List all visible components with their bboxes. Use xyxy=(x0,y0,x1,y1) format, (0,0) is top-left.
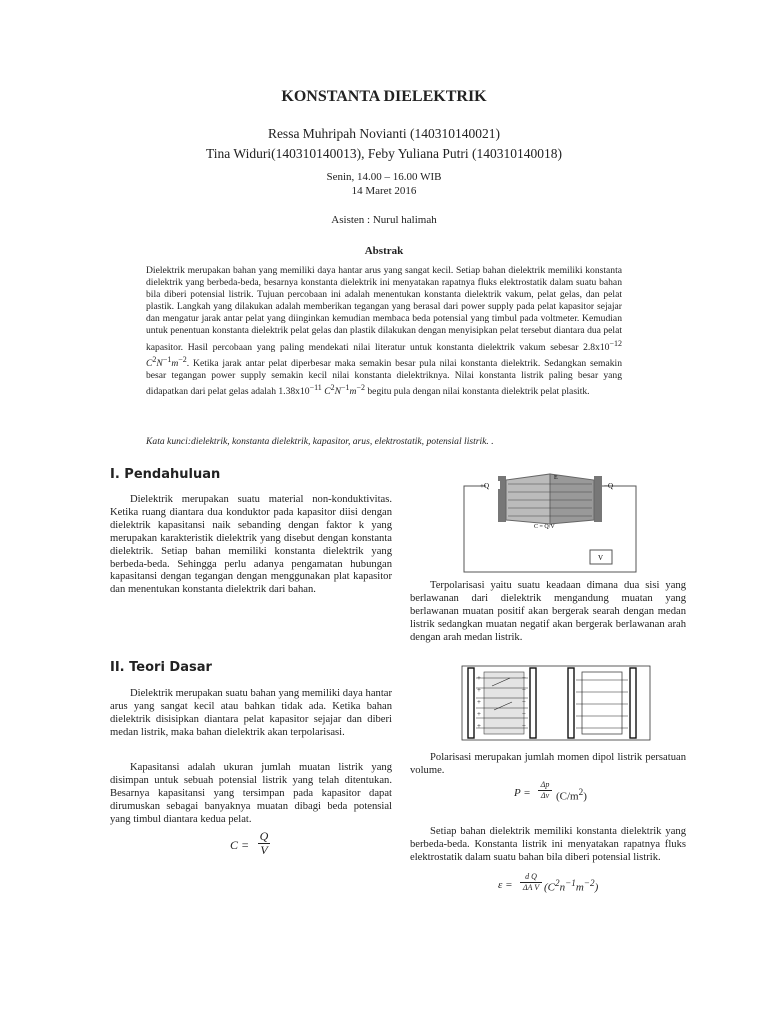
right-plate xyxy=(594,476,602,522)
capacitance-formula xyxy=(110,830,392,860)
formula-p-lhs: P = xyxy=(514,787,531,799)
abstract-body xyxy=(146,265,622,399)
abstract-part-3: begitu pula dengan nilai konstanta dielektrik pelat plasitk. xyxy=(364,386,590,398)
abstract-unit-m-exp-2: −2 xyxy=(356,383,365,393)
formula-p-fraction xyxy=(538,780,552,801)
date-text: 14 Maret 2016 xyxy=(351,185,417,197)
authors-line-2: Tina Widuri(140310140013), Feby Yuliana Putri (140310140018) xyxy=(206,146,562,161)
abstract-unit-n-2: N xyxy=(334,386,342,398)
formula-c-fraction xyxy=(258,830,270,857)
svg-text:+: + xyxy=(477,698,481,706)
formula-c-lhs: C = xyxy=(230,838,250,852)
dielectric-block-a xyxy=(484,672,524,734)
svg-text:+: + xyxy=(477,710,481,718)
abstract-exponent-2: −11 xyxy=(309,383,322,393)
abstract-exponent-1: −12 xyxy=(609,338,622,348)
intro-paragraph: Dielektrik merupakan suatu material non-konduktivitas. Ketika ruang diantara dua konduktor pada kapasitor diisi dengan dielektrik kapasitansi naik sebanding dengan faktor k yang merupakan karakteristik dielektrik yang disebut dengan konstanta dielektrik. Setiap bahan memiliki konstanta dielektrik yang berbeda-beda. Sehingga perlu adanya pengamatan hubungan kapasitansi dengan tegangan dengan menggunakan plat kapasitor dan menentukan konstanta dielektrik dari bahan. xyxy=(110,494,392,596)
formula-c-numerator: Q xyxy=(259,829,269,843)
session-info xyxy=(0,170,768,198)
abstract-unit-c-2: C xyxy=(321,386,331,398)
plate-c xyxy=(568,668,574,738)
svg-text:+: + xyxy=(477,686,481,694)
formula-p-unit: $(C/m^2)$ xyxy=(556,787,587,803)
svg-text:+: + xyxy=(477,674,481,682)
paper-title: KONSTANTA DIELEKTRIK xyxy=(281,88,487,105)
plate-b xyxy=(530,668,536,738)
abstract-heading: Abstrak xyxy=(364,245,404,257)
abstract-unit-n-exp: −1 xyxy=(162,354,172,364)
polarization-paragraph: Terpolarisasi yaitu suatu keadaan dimana dua sisi yang berlawanan dari dielektrik mengandung muatan yang berlawanan muatan positif akan bergerak searah dengan medan listrik sedangkan muatan negatif akan bergerak berlawanan arah dengan arah medan listrik. xyxy=(410,580,686,643)
capacitor-circuit-figure xyxy=(462,470,638,574)
polarization-definition: Polarisasi merupakan jumlah momen dipol listrik persatuan volume. xyxy=(410,752,686,776)
svg-text:−: − xyxy=(522,710,526,718)
abstract-part-1: Dielektrik merupakan bahan yang memiliki daya hantar arus yang sangat kecil. Setiap bahan dielektrik memiliki konstanta dielektrik yang berbeda-beda, besarnya konstanta dielektrik ini menyatakan rapatnya fluks elektrostatik dalam suatu bahan bila diberi potensial listrik. Tujuan percobaan ini adalah menentukan konstanta dielektrik vakum, pelat gelas, dan pelat plastik. Langkah yang dilakukan adalah memberikan tegangan yang berasal dari power supply pada pelat kapasitor sejajar dan mengatur jarak antar pelat yang diinginkan kemudian membaca beda potensial yang timbul pada voltmeter. Kemudian untuk penentuan konstanta dielektrik pelat gelas dan plastik dilakukan dengan menyisipkan pelat tersebut diantara dua pelat kapasitor. Hasil percobaan yang paling mendekati nilai literatur untuk konstanta dielektrik vakum sebesar 2.8x10 xyxy=(146,265,622,353)
svg-text:+: + xyxy=(477,722,481,730)
abstract-unit-m: m xyxy=(171,358,179,370)
permittivity-paragraph: Setiap bahan dielektrik memiliki konstanta dielektrik yang berbeda-beda. Konstanta listrik ini menyatakan rapatnya fluks elektrostatik dalam suatu bahan bila diberi potensial listrik. xyxy=(410,826,686,863)
abstract-unit-c: C xyxy=(146,358,153,370)
formula-e-numerator: d Q xyxy=(525,872,537,881)
svg-text:−: − xyxy=(522,686,526,694)
author-list xyxy=(0,124,768,164)
polarization-figure xyxy=(460,664,652,742)
formula-p-numerator: Δp xyxy=(540,780,550,789)
label-v: V xyxy=(598,554,604,562)
theory-paragraph-1: Dielektrik merupakan suatu bahan yang memiliki daya hantar arus yang sangat kecil atau bahkan tidak ada. Ketika bahan dielektrik disisipkan diantara pelat kapasitor sejajar dan diberi medan listrik, maka bahan dielektrik akan terpolarisasi. xyxy=(110,688,392,738)
formula-e-unit: $(C^2n^{-1}m^{-2})$ xyxy=(544,878,599,894)
dielectric-slab-right xyxy=(550,474,594,524)
plate-d xyxy=(630,668,636,738)
abstract-unit-m-exp: −2 xyxy=(178,354,187,364)
formula-p-denominator: Δv xyxy=(538,790,552,801)
dielectric-block-b xyxy=(582,672,622,734)
abstract-unit-c-exp-2: 2 xyxy=(330,383,335,393)
svg-text:−: − xyxy=(522,698,526,706)
label-e: E xyxy=(554,475,558,481)
formula-e-lhs: ε = xyxy=(498,879,513,891)
label-c: C = Q/V xyxy=(534,524,555,530)
schedule-text: Senin, 14.00 – 16.00 WIB xyxy=(326,171,442,183)
permittivity-formula xyxy=(410,872,686,898)
polarization-formula xyxy=(410,780,686,808)
svg-text:−: − xyxy=(522,674,526,682)
plate-a xyxy=(468,668,474,738)
formula-c-denominator: V xyxy=(258,843,270,857)
abstract-part-2: . Ketika jarak antar pelat diperbesar maka semakin besar pula nilai konstanta dielektrik. Sedangkan semakin besar tegangan power supply semakin kecil nilai konstanta dielektriknya. Nilai konstanta listrik paling besar yang didapatkan dari pelat gelas adalah 1.38x10 xyxy=(146,358,622,398)
abstract-unit-n: N xyxy=(156,358,163,370)
theory-heading: II. Teori Dasar xyxy=(110,660,212,675)
formula-e-denominator: ΔA V xyxy=(520,882,542,893)
abstract-unit-c-exp: 2 xyxy=(152,354,157,364)
label-plus-q: +Q xyxy=(480,482,490,490)
intro-heading: I. Pendahuluan xyxy=(110,467,221,482)
dielectric-slab-left xyxy=(506,474,550,524)
svg-text:−: − xyxy=(522,722,526,730)
formula-e-fraction xyxy=(520,872,542,893)
field-arrows-b xyxy=(576,680,628,728)
abstract-unit-m-2: m xyxy=(349,386,357,398)
abstract-unit-n-exp-2: −1 xyxy=(341,383,350,393)
keywords: Kata kunci:dielektrik, konstanta dielektrik, kapasitor, arus, elektrostatik, potensial listrik. . xyxy=(146,436,494,447)
label-minus-q: −Q xyxy=(604,482,614,490)
authors-line-1: Ressa Muhripah Novianti (140310140021) xyxy=(267,126,501,141)
assistant-text: Asisten : Nurul halimah xyxy=(331,214,437,226)
theory-paragraph-2: Kapasitansi adalah ukuran jumlah muatan listrik yang disimpan untuk sebuah potensial listrik yang telah ditentukan. Besarnya kapasitansi yang tersimpan pada kapasitor dapat dirumuskan sebagai banyaknya muatan dibagi beda potensial yang timbul diantara kedua pelat. xyxy=(110,762,392,825)
